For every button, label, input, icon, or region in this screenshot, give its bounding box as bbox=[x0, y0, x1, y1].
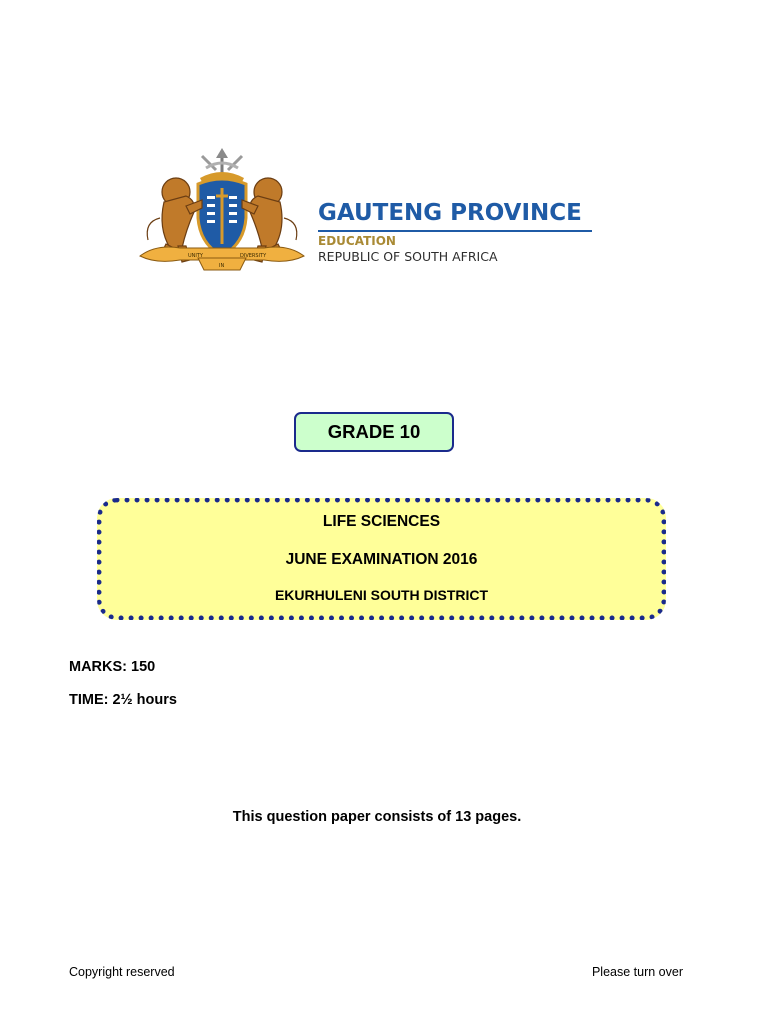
country-label: REPUBLIC OF SOUTH AFRICA bbox=[318, 249, 498, 264]
exam-session: JUNE EXAMINATION 2016 bbox=[285, 551, 478, 568]
motto-middle: IN bbox=[219, 263, 225, 269]
footer-turn-over: Please turn over bbox=[591, 965, 683, 979]
district-name: EKURHULENI SOUTH DISTRICT bbox=[274, 587, 489, 603]
grade-label: GRADE 10 bbox=[327, 421, 421, 442]
grade-box bbox=[294, 412, 454, 452]
page-count-note: This question paper consists of 13 pages. bbox=[232, 809, 522, 825]
exam-info-box bbox=[97, 498, 666, 620]
time-text: TIME: 2½ hours bbox=[69, 692, 177, 708]
footer-copyright: Copyright reserved bbox=[69, 965, 175, 979]
motto-left: UNITY bbox=[188, 253, 203, 259]
subject-title: LIFE SCIENCES bbox=[322, 513, 441, 530]
department-label: EDUCATION bbox=[318, 234, 396, 248]
gauteng-logo bbox=[136, 148, 596, 273]
motto-right: DIVERSITY bbox=[240, 253, 267, 259]
province-title: GAUTENG PROVINCE bbox=[318, 200, 582, 226]
coat-of-arms-icon bbox=[136, 148, 308, 273]
marks-text: MARKS: 150 bbox=[69, 659, 156, 675]
title-underline bbox=[318, 230, 592, 232]
